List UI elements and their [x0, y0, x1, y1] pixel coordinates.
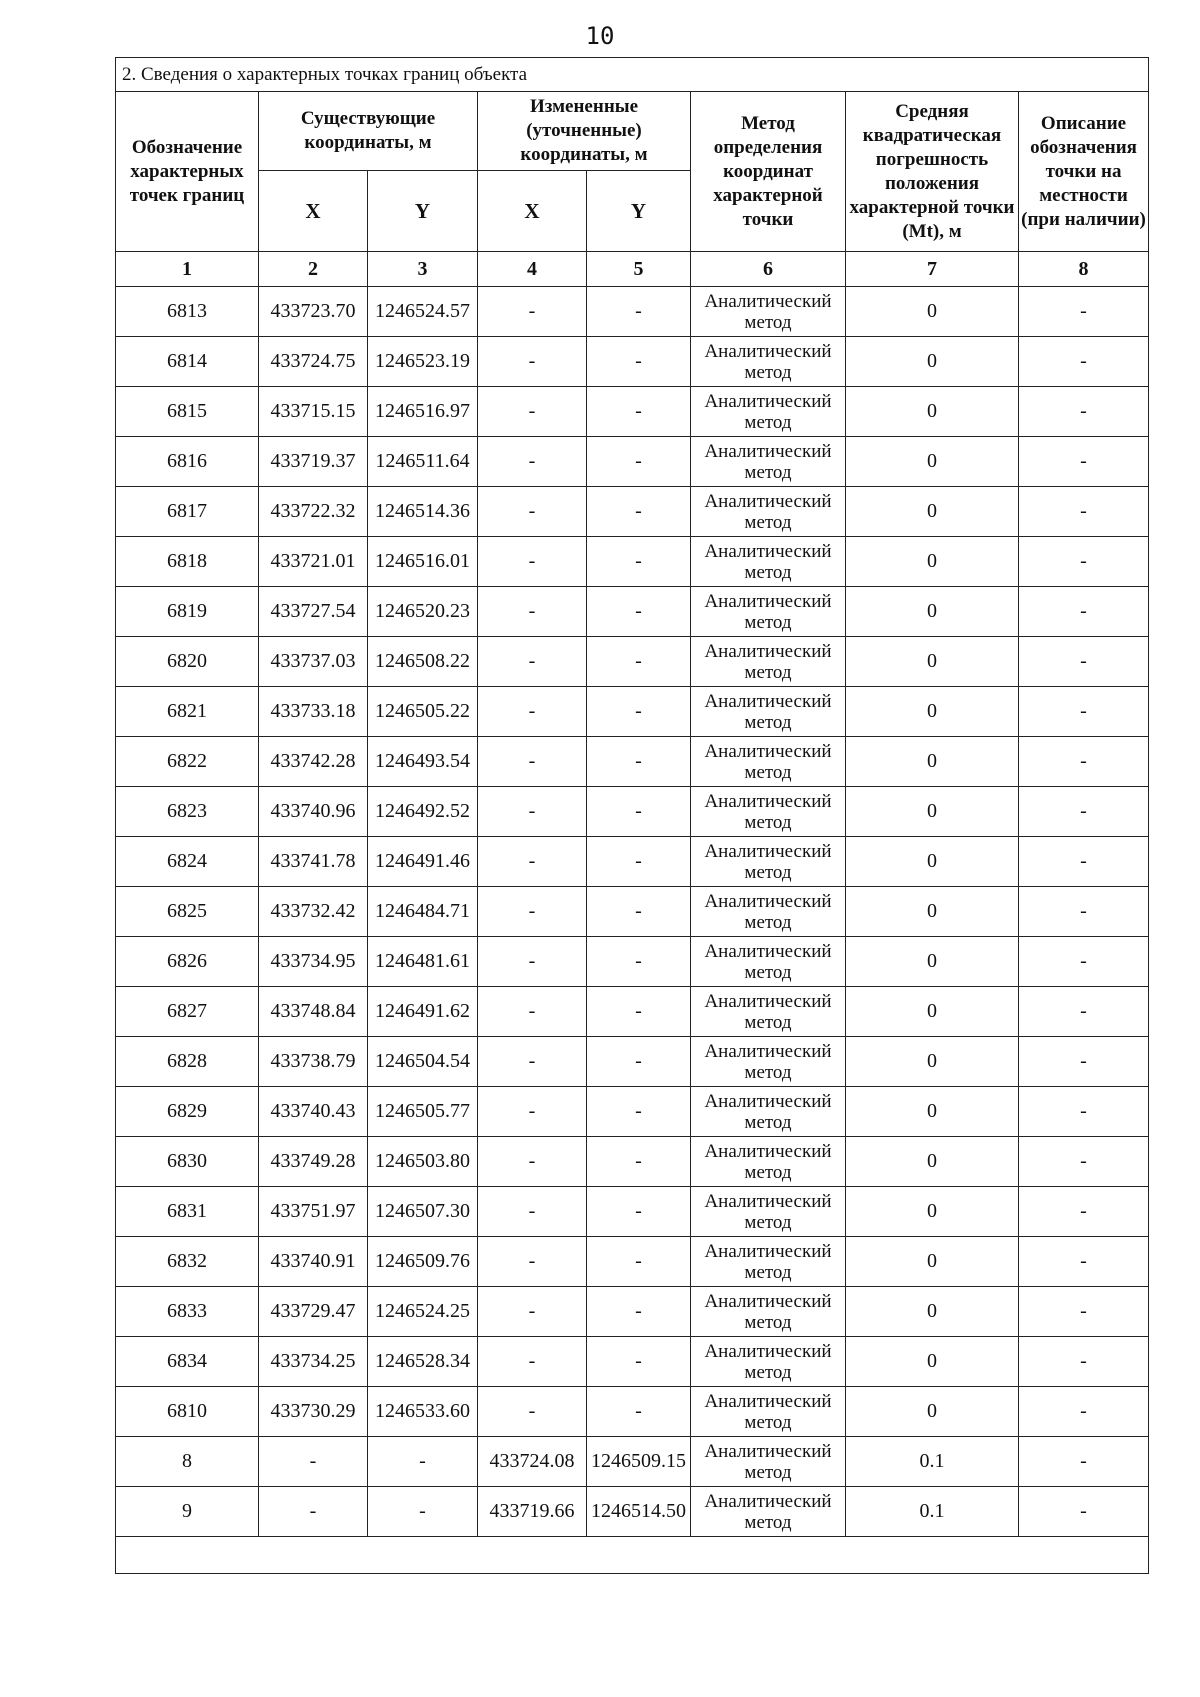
point-id-cell: 6816	[116, 437, 259, 487]
existing-x-cell: 433729.47	[259, 1287, 368, 1337]
changed-y-cell: -	[587, 487, 691, 537]
table-row	[116, 437, 1149, 487]
mt-cell: 0	[846, 937, 1019, 987]
table-row	[116, 1387, 1149, 1437]
mt-cell: 0	[846, 687, 1019, 737]
changed-x-cell: -	[478, 987, 587, 1037]
description-cell: -	[1019, 1037, 1149, 1087]
description-cell: -	[1019, 1287, 1149, 1337]
existing-y-cell: 1246491.62	[368, 987, 478, 1037]
empty-footer-row	[116, 1537, 1149, 1574]
mt-cell: 0	[846, 837, 1019, 887]
method-cell: Аналитический метод	[691, 1237, 846, 1287]
method-cell: Аналитический метод	[691, 1187, 846, 1237]
mt-cell: 0	[846, 1337, 1019, 1387]
existing-y-cell: 1246523.19	[368, 337, 478, 387]
table-row	[116, 837, 1149, 887]
changed-x-cell: -	[478, 487, 587, 537]
method-cell: Аналитический метод	[691, 1437, 846, 1487]
mt-cell: 0	[846, 337, 1019, 387]
boundary-points-table	[115, 57, 1149, 1574]
table-row	[116, 1237, 1149, 1287]
existing-x-cell: 433727.54	[259, 587, 368, 637]
changed-y-cell: -	[587, 687, 691, 737]
description-cell: -	[1019, 937, 1149, 987]
existing-y-cell: 1246514.36	[368, 487, 478, 537]
method-cell: Аналитический метод	[691, 887, 846, 937]
mt-cell: 0	[846, 1237, 1019, 1287]
description-cell: -	[1019, 1387, 1149, 1437]
existing-x-cell: 433740.43	[259, 1087, 368, 1137]
point-id-cell: 6817	[116, 487, 259, 537]
existing-x-cell: 433732.42	[259, 887, 368, 937]
method-cell: Аналитический метод	[691, 987, 846, 1037]
description-cell: -	[1019, 287, 1149, 337]
changed-x-cell: -	[478, 287, 587, 337]
changed-y-cell: -	[587, 1387, 691, 1437]
header-existing-coordinates: Существующие координаты, м	[259, 92, 478, 171]
existing-x-cell: 433742.28	[259, 737, 368, 787]
table-row	[116, 1487, 1149, 1537]
table-row	[116, 1137, 1149, 1187]
changed-y-cell: -	[587, 1137, 691, 1187]
changed-x-cell: -	[478, 1187, 587, 1237]
mt-cell: 0	[846, 737, 1019, 787]
point-id-cell: 9	[116, 1487, 259, 1537]
changed-y-cell: -	[587, 837, 691, 887]
point-id-cell: 6821	[116, 687, 259, 737]
header-description: Описание обозначения точки на местности (при наличии)	[1019, 92, 1149, 252]
point-id-cell: 6830	[116, 1137, 259, 1187]
existing-y-cell: 1246505.77	[368, 1087, 478, 1137]
table-row	[116, 637, 1149, 687]
mt-cell: 0	[846, 1187, 1019, 1237]
changed-y-cell: -	[587, 637, 691, 687]
changed-x-cell: -	[478, 1337, 587, 1387]
existing-y-cell: 1246509.76	[368, 1237, 478, 1287]
changed-x-cell: -	[478, 687, 587, 737]
header-changed-x: X	[478, 171, 587, 252]
existing-y-cell: 1246484.71	[368, 887, 478, 937]
mt-cell: 0	[846, 287, 1019, 337]
existing-y-cell: 1246491.46	[368, 837, 478, 887]
method-cell: Аналитический метод	[691, 537, 846, 587]
existing-y-cell: 1246505.22	[368, 687, 478, 737]
description-cell: -	[1019, 487, 1149, 537]
description-cell: -	[1019, 1237, 1149, 1287]
table-row	[116, 1437, 1149, 1487]
mt-cell: 0.1	[846, 1487, 1019, 1537]
description-cell: -	[1019, 537, 1149, 587]
changed-y-cell: -	[587, 937, 691, 987]
mt-cell: 0	[846, 587, 1019, 637]
method-cell: Аналитический метод	[691, 387, 846, 437]
mt-cell: 0.1	[846, 1437, 1019, 1487]
description-cell: -	[1019, 737, 1149, 787]
table-row	[116, 587, 1149, 637]
existing-y-cell: 1246524.25	[368, 1287, 478, 1337]
table-row	[116, 787, 1149, 837]
table-row	[116, 987, 1149, 1037]
column-number: 7	[846, 252, 1019, 287]
changed-y-cell: -	[587, 1187, 691, 1237]
existing-x-cell: 433751.97	[259, 1187, 368, 1237]
mt-cell: 0	[846, 487, 1019, 537]
table-row	[116, 1337, 1149, 1387]
description-cell: -	[1019, 687, 1149, 737]
changed-y-cell: -	[587, 537, 691, 587]
existing-x-cell: 433740.91	[259, 1237, 368, 1287]
changed-y-cell: -	[587, 1087, 691, 1137]
point-id-cell: 6824	[116, 837, 259, 887]
changed-y-cell: -	[587, 387, 691, 437]
changed-y-cell: -	[587, 287, 691, 337]
header-changed-y: Y	[587, 171, 691, 252]
table-row	[116, 937, 1149, 987]
existing-x-cell: 433748.84	[259, 987, 368, 1037]
description-cell: -	[1019, 1137, 1149, 1187]
changed-x-cell: -	[478, 1237, 587, 1287]
description-cell: -	[1019, 887, 1149, 937]
existing-x-cell: 433724.75	[259, 337, 368, 387]
method-cell: Аналитический метод	[691, 337, 846, 387]
existing-y-cell: 1246504.54	[368, 1037, 478, 1087]
point-id-cell: 6833	[116, 1287, 259, 1337]
existing-x-cell: 433738.79	[259, 1037, 368, 1087]
changed-x-cell: -	[478, 937, 587, 987]
changed-x-cell: -	[478, 1387, 587, 1437]
point-id-cell: 6810	[116, 1387, 259, 1437]
method-cell: Аналитический метод	[691, 787, 846, 837]
changed-x-cell: -	[478, 1287, 587, 1337]
point-id-cell: 6834	[116, 1337, 259, 1387]
mt-cell: 0	[846, 537, 1019, 587]
changed-y-cell: -	[587, 737, 691, 787]
mt-cell: 0	[846, 787, 1019, 837]
table-row	[116, 687, 1149, 737]
table-caption: 2. Сведения о характерных точках границ объекта	[116, 58, 1149, 92]
description-cell: -	[1019, 1437, 1149, 1487]
changed-x-cell: -	[478, 737, 587, 787]
point-id-cell: 8	[116, 1437, 259, 1487]
description-cell: -	[1019, 437, 1149, 487]
changed-y-cell: -	[587, 787, 691, 837]
changed-y-cell: -	[587, 987, 691, 1037]
changed-x-cell: -	[478, 337, 587, 387]
method-cell: Аналитический метод	[691, 687, 846, 737]
method-cell: Аналитический метод	[691, 637, 846, 687]
description-cell: -	[1019, 837, 1149, 887]
description-cell: -	[1019, 387, 1149, 437]
changed-y-cell: -	[587, 587, 691, 637]
point-id-cell: 6826	[116, 937, 259, 987]
existing-y-cell: 1246528.34	[368, 1337, 478, 1387]
existing-y-cell: 1246493.54	[368, 737, 478, 787]
existing-x-cell: 433734.95	[259, 937, 368, 987]
mt-cell: 0	[846, 1087, 1019, 1137]
existing-x-cell: 433719.37	[259, 437, 368, 487]
point-id-cell: 6832	[116, 1237, 259, 1287]
changed-x-cell: -	[478, 837, 587, 887]
point-id-cell: 6831	[116, 1187, 259, 1237]
point-id-cell: 6813	[116, 287, 259, 337]
existing-y-cell: -	[368, 1487, 478, 1537]
column-number: 6	[691, 252, 846, 287]
changed-x-cell: 433719.66	[478, 1487, 587, 1537]
method-cell: Аналитический метод	[691, 1337, 846, 1387]
point-id-cell: 6829	[116, 1087, 259, 1137]
existing-x-cell: 433741.78	[259, 837, 368, 887]
table-body	[116, 287, 1149, 1537]
changed-x-cell: -	[478, 1087, 587, 1137]
column-number: 8	[1019, 252, 1149, 287]
method-cell: Аналитический метод	[691, 1037, 846, 1087]
changed-y-cell: -	[587, 1337, 691, 1387]
method-cell: Аналитический метод	[691, 1287, 846, 1337]
changed-x-cell: -	[478, 887, 587, 937]
method-cell: Аналитический метод	[691, 437, 846, 487]
point-id-cell: 6823	[116, 787, 259, 837]
description-cell: -	[1019, 1337, 1149, 1387]
header-changed-coordinates: Измененные (уточненные) координаты, м	[478, 92, 691, 171]
existing-y-cell: 1246524.57	[368, 287, 478, 337]
existing-x-cell: 433722.32	[259, 487, 368, 537]
changed-y-cell: -	[587, 1237, 691, 1287]
point-id-cell: 6820	[116, 637, 259, 687]
point-id-cell: 6818	[116, 537, 259, 587]
table-row	[116, 487, 1149, 537]
method-cell: Аналитический метод	[691, 937, 846, 987]
changed-x-cell: -	[478, 637, 587, 687]
description-cell: -	[1019, 587, 1149, 637]
changed-x-cell: -	[478, 587, 587, 637]
description-cell: -	[1019, 337, 1149, 387]
header-method: Метод определения координат характерной точки	[691, 92, 846, 252]
page-number: 10	[585, 22, 615, 50]
method-cell: Аналитический метод	[691, 837, 846, 887]
existing-y-cell: 1246533.60	[368, 1387, 478, 1437]
method-cell: Аналитический метод	[691, 737, 846, 787]
table-row	[116, 337, 1149, 387]
existing-x-cell: 433740.96	[259, 787, 368, 837]
existing-y-cell: 1246508.22	[368, 637, 478, 687]
mt-cell: 0	[846, 987, 1019, 1037]
point-id-cell: 6822	[116, 737, 259, 787]
point-id-cell: 6827	[116, 987, 259, 1037]
existing-x-cell: 433737.03	[259, 637, 368, 687]
existing-x-cell: 433715.15	[259, 387, 368, 437]
mt-cell: 0	[846, 437, 1019, 487]
existing-x-cell: -	[259, 1437, 368, 1487]
table-row	[116, 1287, 1149, 1337]
table-row	[116, 387, 1149, 437]
header-existing-y: Y	[368, 171, 478, 252]
mt-cell: 0	[846, 637, 1019, 687]
header-designation: Обозначение характерных точек границ	[116, 92, 259, 252]
changed-x-cell: -	[478, 1137, 587, 1187]
mt-cell: 0	[846, 887, 1019, 937]
point-id-cell: 6815	[116, 387, 259, 437]
column-number: 3	[368, 252, 478, 287]
existing-x-cell: 433721.01	[259, 537, 368, 587]
existing-y-cell: 1246507.30	[368, 1187, 478, 1237]
column-number: 1	[116, 252, 259, 287]
method-cell: Аналитический метод	[691, 1087, 846, 1137]
existing-x-cell: 433733.18	[259, 687, 368, 737]
header-existing-x: X	[259, 171, 368, 252]
changed-y-cell: -	[587, 1287, 691, 1337]
mt-cell: 0	[846, 1387, 1019, 1437]
description-cell: -	[1019, 637, 1149, 687]
existing-x-cell: 433749.28	[259, 1137, 368, 1187]
description-cell: -	[1019, 1187, 1149, 1237]
changed-y-cell: -	[587, 1037, 691, 1087]
method-cell: Аналитический метод	[691, 287, 846, 337]
existing-x-cell: 433723.70	[259, 287, 368, 337]
mt-cell: 0	[846, 1137, 1019, 1187]
column-number: 2	[259, 252, 368, 287]
description-cell: -	[1019, 1487, 1149, 1537]
changed-y-cell: -	[587, 437, 691, 487]
changed-x-cell: -	[478, 387, 587, 437]
point-id-cell: 6828	[116, 1037, 259, 1087]
changed-x-cell: -	[478, 787, 587, 837]
method-cell: Аналитический метод	[691, 487, 846, 537]
changed-x-cell: -	[478, 537, 587, 587]
existing-x-cell: 433734.25	[259, 1337, 368, 1387]
changed-y-cell: 1246509.15	[587, 1437, 691, 1487]
existing-x-cell: -	[259, 1487, 368, 1537]
mt-cell: 0	[846, 387, 1019, 437]
method-cell: Аналитический метод	[691, 1487, 846, 1537]
changed-x-cell: -	[478, 1037, 587, 1087]
table-row	[116, 287, 1149, 337]
table-row	[116, 537, 1149, 587]
description-cell: -	[1019, 787, 1149, 837]
table-row	[116, 1087, 1149, 1137]
description-cell: -	[1019, 1087, 1149, 1137]
existing-y-cell: 1246481.61	[368, 937, 478, 987]
existing-y-cell: 1246492.52	[368, 787, 478, 837]
column-number: 5	[587, 252, 691, 287]
existing-y-cell: -	[368, 1437, 478, 1487]
changed-y-cell: -	[587, 887, 691, 937]
method-cell: Аналитический метод	[691, 1137, 846, 1187]
changed-y-cell: 1246514.50	[587, 1487, 691, 1537]
existing-y-cell: 1246516.01	[368, 537, 478, 587]
header-mean-square-error: Средняя квадратическая погрешность положения характерной точки (Mt), м	[846, 92, 1019, 252]
point-id-cell: 6814	[116, 337, 259, 387]
point-id-cell: 6825	[116, 887, 259, 937]
method-cell: Аналитический метод	[691, 587, 846, 637]
method-cell: Аналитический метод	[691, 1387, 846, 1437]
existing-x-cell: 433730.29	[259, 1387, 368, 1437]
mt-cell: 0	[846, 1037, 1019, 1087]
point-id-cell: 6819	[116, 587, 259, 637]
existing-y-cell: 1246511.64	[368, 437, 478, 487]
table-row	[116, 887, 1149, 937]
column-number: 4	[478, 252, 587, 287]
existing-y-cell: 1246520.23	[368, 587, 478, 637]
table-row	[116, 737, 1149, 787]
existing-y-cell: 1246516.97	[368, 387, 478, 437]
description-cell: -	[1019, 987, 1149, 1037]
changed-y-cell: -	[587, 337, 691, 387]
mt-cell: 0	[846, 1287, 1019, 1337]
table-row	[116, 1037, 1149, 1087]
changed-x-cell: -	[478, 437, 587, 487]
existing-y-cell: 1246503.80	[368, 1137, 478, 1187]
changed-x-cell: 433724.08	[478, 1437, 587, 1487]
table-row	[116, 1187, 1149, 1237]
